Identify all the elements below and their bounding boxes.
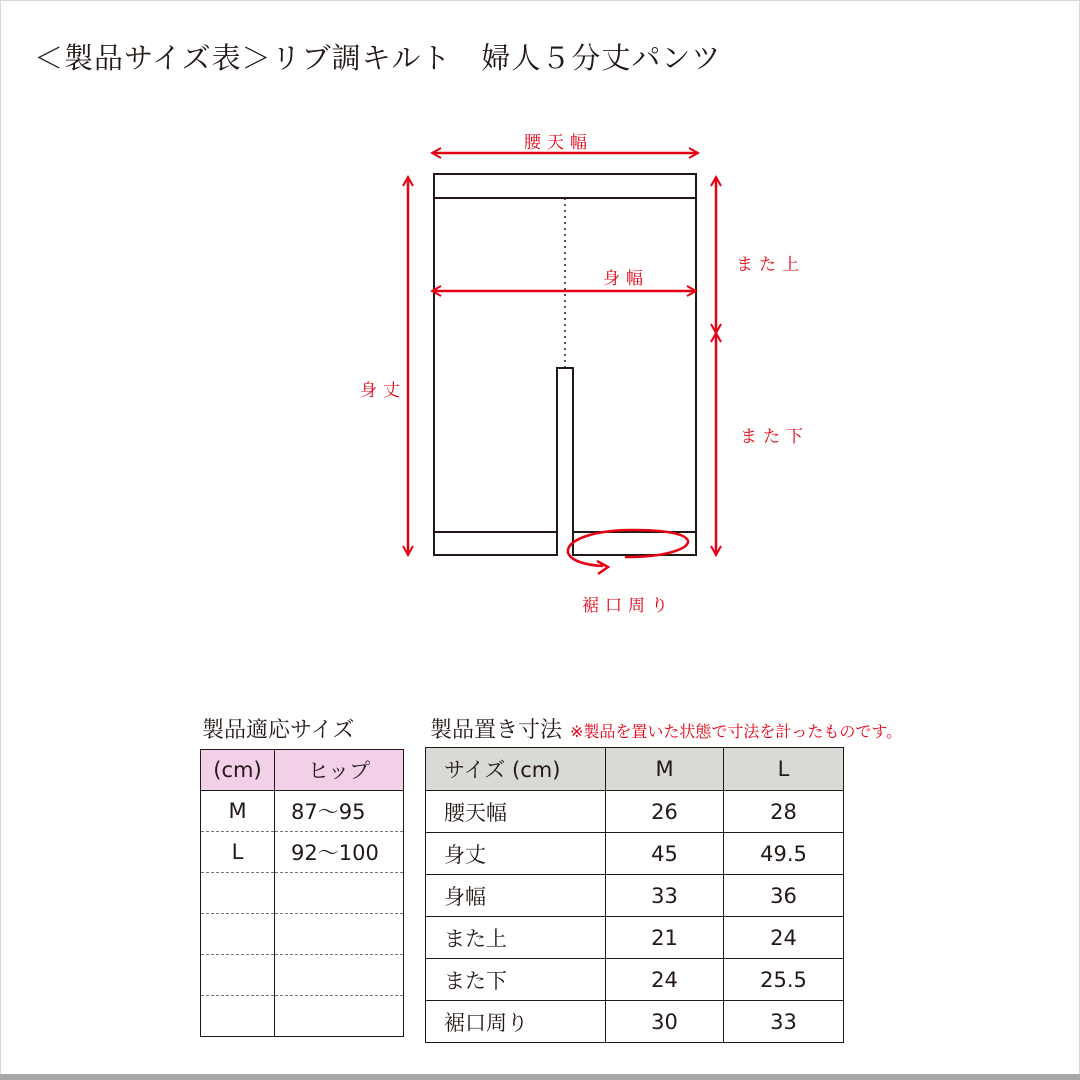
- label-body-width: 身幅: [603, 269, 649, 289]
- table-row: [426, 959, 844, 1001]
- fit-size-table: [200, 749, 404, 1037]
- pants-body: [434, 198, 696, 555]
- table-row: [201, 914, 404, 955]
- fit-hip-cell: [275, 914, 404, 955]
- table-row: [201, 832, 404, 873]
- measurement-table: [425, 747, 844, 1043]
- waistband: [434, 174, 696, 198]
- measure-l-cell: 36: [724, 875, 844, 917]
- page-title: ＜製品サイズ表＞リブ調キルト 婦人５分丈パンツ: [34, 41, 722, 75]
- table-row: [426, 917, 844, 959]
- table-row: [426, 791, 844, 833]
- measure-m-cell: 45: [606, 833, 724, 875]
- measure-m-cell: 26: [606, 791, 724, 833]
- measure-header-m: M: [606, 748, 724, 791]
- table-row: [426, 1001, 844, 1043]
- fit-size-cell: [201, 914, 275, 955]
- table-row: [426, 875, 844, 917]
- measure-l-cell: 28: [724, 791, 844, 833]
- fit-size-cell: [201, 955, 275, 996]
- pants-outline: [434, 174, 696, 555]
- measure-m-cell: 33: [606, 875, 724, 917]
- fit-hip-cell: 87〜95: [275, 791, 404, 832]
- label-inseam: また下: [740, 427, 809, 447]
- label-waist-width: 腰天幅: [524, 133, 593, 153]
- measure-header-size: サイズ (cm): [426, 748, 606, 791]
- fit-size-cell: M: [201, 791, 275, 832]
- fit-size-cell: [201, 873, 275, 914]
- measure-item-cell: 裾口周り: [426, 1001, 606, 1043]
- measure-header-l: L: [724, 748, 844, 791]
- measure-l-cell: 49.5: [724, 833, 844, 875]
- measure-m-cell: 24: [606, 959, 724, 1001]
- table-row: [201, 996, 404, 1037]
- measure-table-heading: 製品置き寸法: [430, 718, 563, 743]
- measure-m-cell: 21: [606, 917, 724, 959]
- table-row: [426, 833, 844, 875]
- fit-header-unit: (cm): [201, 750, 275, 791]
- fit-hip-cell: [275, 955, 404, 996]
- fit-hip-cell: 92〜100: [275, 832, 404, 873]
- label-hem: 裾口周り: [582, 596, 674, 616]
- label-rise: また上: [736, 255, 805, 275]
- measure-l-cell: 25.5: [724, 959, 844, 1001]
- fit-hip-cell: [275, 996, 404, 1037]
- measure-item-cell: 身丈: [426, 833, 606, 875]
- fit-hip-cell: [275, 873, 404, 914]
- hem-circumference-curve: [568, 530, 688, 566]
- measure-item-cell: 身幅: [426, 875, 606, 917]
- table-row: [201, 955, 404, 996]
- measure-item-cell: また上: [426, 917, 606, 959]
- table-row: [201, 873, 404, 914]
- measure-l-cell: 24: [724, 917, 844, 959]
- measure-item-cell: また下: [426, 959, 606, 1001]
- fit-table-heading: 製品適応サイズ: [202, 718, 355, 743]
- fit-header-hip: ヒップ: [275, 750, 404, 791]
- measure-item-cell: 腰天幅: [426, 791, 606, 833]
- measure-table-note: ※製品を置いた状態で寸法を計ったものです。: [570, 722, 903, 741]
- fit-size-cell: [201, 996, 275, 1037]
- bottom-bar: [0, 1074, 1080, 1080]
- measure-m-cell: 30: [606, 1001, 724, 1043]
- measure-l-cell: 33: [770, 1009, 797, 1034]
- measure-table-heading-row: [430, 713, 902, 744]
- table-row: [201, 791, 404, 832]
- label-length: 身丈: [360, 381, 406, 401]
- hem-arrowhead: [597, 561, 608, 574]
- fit-size-cell: L: [201, 832, 275, 873]
